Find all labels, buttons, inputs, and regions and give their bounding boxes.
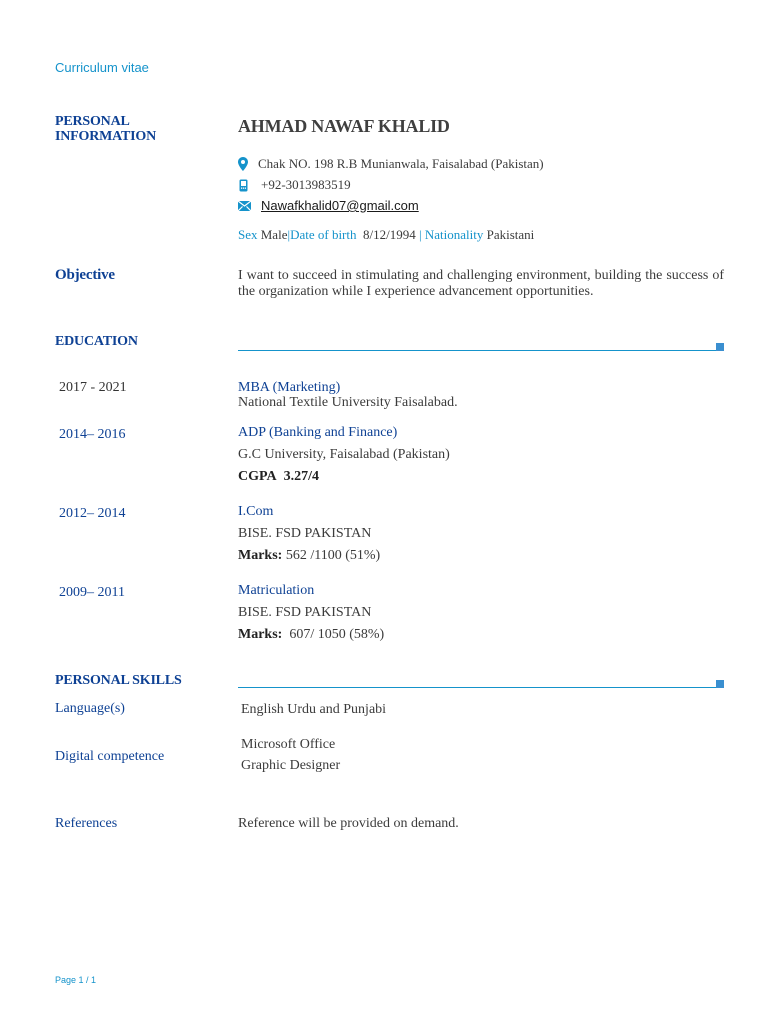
skills-divider-marker	[716, 680, 724, 688]
education-score-row	[238, 548, 380, 564]
score-label: CGPA	[238, 469, 277, 484]
candidate-name: AHMAD NAWAF KHALID	[238, 116, 450, 136]
skills-divider	[238, 687, 716, 688]
education-divider-marker	[716, 343, 724, 351]
personal-info-heading-line2: INFORMATION	[55, 129, 156, 144]
education-score-row	[238, 469, 319, 485]
education-degree: Matriculation	[238, 583, 315, 598]
envelope-icon	[238, 201, 251, 211]
digital-skill-item: Microsoft Office	[241, 737, 336, 752]
digital-skill-item: Graphic Designer	[241, 758, 341, 773]
references-label: References	[55, 816, 118, 831]
score-value: 562 /1100 (51%)	[285, 548, 381, 563]
education-heading: EDUCATION	[55, 334, 138, 349]
score-value: 607/ 1050 (58%)	[289, 627, 385, 642]
education-degree: MBA (Marketing)	[238, 380, 341, 395]
objective-heading: Objective	[55, 267, 115, 283]
objective-text: I want to succeed in stimulating and challenging environment, building the success of the organization while I experience advancement opportunities.	[238, 268, 724, 299]
map-pin-icon	[238, 157, 248, 171]
nationality-value: Pakistani	[486, 227, 535, 242]
education-dates: 2017 - 2021	[59, 380, 127, 395]
score-label: Marks:	[238, 548, 283, 563]
separator: |	[418, 227, 422, 242]
phone-icon	[239, 179, 248, 192]
personal-details-row	[238, 227, 534, 243]
education-degree: ADP (Banking and Finance)	[238, 425, 398, 440]
education-institution: G.C University, Faisalabad (Pakistan)	[238, 447, 450, 462]
education-dates: 2014– 2016	[59, 427, 126, 442]
email-link[interactable]: Nawafkhalid07@gmail.com	[261, 198, 419, 213]
education-degree: I.Com	[238, 504, 274, 519]
education-divider	[238, 350, 716, 351]
skills-heading: PERSONAL SKILLS	[55, 673, 182, 688]
cv-title: Curriculum vitae	[55, 60, 149, 75]
score-value: 3.27/4	[283, 469, 320, 484]
address-text: Chak NO. 198 R.B Munianwala, Faisalabad (Pakistan)	[258, 156, 544, 171]
education-dates: 2012– 2014	[59, 506, 126, 521]
languages-value: English Urdu and Punjabi	[241, 702, 387, 717]
digital-competence-label: Digital competence	[55, 749, 165, 764]
sex-label: Sex	[238, 227, 258, 242]
references-text: Reference will be provided on demand.	[238, 816, 459, 831]
phone-text: +92-3013983519	[261, 177, 351, 192]
score-label: Marks:	[238, 627, 283, 642]
education-dates: 2009– 2011	[59, 585, 125, 600]
dob-label: Date of birth	[290, 227, 357, 242]
education-institution: National Textile University Faisalabad.	[238, 395, 458, 410]
nationality-label: Nationality	[424, 227, 484, 242]
separator: |	[287, 227, 291, 242]
education-institution: BISE. FSD PAKISTAN	[238, 605, 372, 620]
personal-info-heading-line1: PERSONAL	[55, 114, 130, 129]
page-number: Page 1 / 1	[55, 975, 97, 985]
languages-label: Language(s)	[55, 701, 125, 716]
education-score-row	[238, 627, 384, 643]
sex-value: Male	[260, 227, 288, 242]
dob-value: 8/12/1994	[363, 227, 416, 242]
education-institution: BISE. FSD PAKISTAN	[238, 526, 372, 541]
personal-info-heading	[55, 114, 215, 144]
